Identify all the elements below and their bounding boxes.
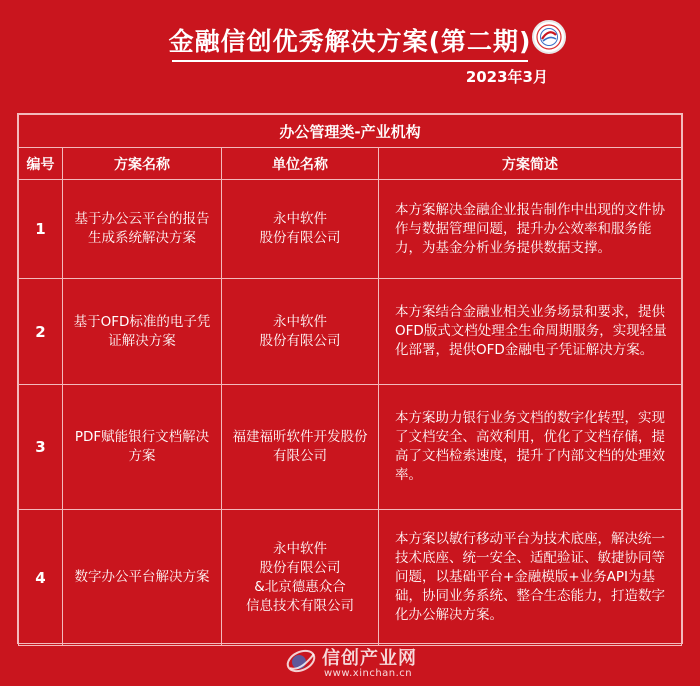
page-title: 金融信创优秀解决方案(第二期) — [168, 27, 532, 56]
solutions-table — [17, 113, 683, 644]
company-line: 福建福昕软件开发股份有限公司 — [232, 429, 368, 464]
solution-name: 基于办公云平台的报告生成系统解决方案 — [63, 180, 222, 279]
category-row — [19, 115, 682, 148]
company-line: 永中软件 — [273, 211, 327, 227]
solution-description: 本方案结合金融业相关业务场景和要求，提供OFD版式文档处理全生命周期服务，实现轻量化部署，提供OFD金融电子凭证解决方案。 — [379, 279, 682, 385]
solution-description: 本方案解决金融企业报告制作中出现的文件协作与数据管理问题，提升办公效率和服务能力，为基金分析业务提供数据支撑。 — [379, 180, 682, 279]
issue-date: 2023年3月 — [465, 68, 548, 86]
row-number: 3 — [19, 385, 63, 510]
column-header-description: 方案简述 — [379, 148, 682, 180]
company-line: 永中软件 — [273, 540, 327, 557]
header — [0, 0, 700, 110]
title-underline — [172, 60, 528, 62]
watermark-logo-icon — [284, 644, 318, 678]
company-name — [222, 180, 379, 279]
table-header-row — [19, 148, 682, 180]
table-row — [19, 180, 682, 279]
company-name — [222, 385, 379, 510]
watermark-name: 信创产业网 — [322, 648, 417, 669]
column-header-company: 单位名称 — [222, 148, 379, 180]
solution-name: 基于OFD标准的电子凭证解决方案 — [63, 279, 222, 385]
solution-description: 本方案以敏行移动平台为技术底座，解决统一技术底座、统一安全、适配验证、敏捷协同等问题，以基础平台+金融模版+业务API为基础，协同业务系统、整合生态能力，打造数字化办公解决方案。 — [379, 510, 682, 646]
solution-description: 本方案助力银行业务文档的数字化转型，实现了文档安全、高效利用，优化了文档存储，提高了文档检索速度，提升了内部文档的处理效率。 — [379, 385, 682, 510]
company-line: 股份有限公司 — [259, 332, 341, 349]
company-name — [222, 279, 379, 385]
watermark — [284, 640, 444, 684]
row-number: 2 — [19, 279, 63, 385]
table-row — [19, 385, 682, 510]
company-line: &北京德惠众合 — [254, 578, 346, 595]
category-title: 办公管理类-产业机构 — [19, 115, 682, 148]
company-line: 股份有限公司 — [259, 230, 341, 246]
company-name — [222, 510, 379, 646]
company-line: 股份有限公司 — [259, 559, 341, 576]
emblem-logo-icon — [532, 20, 566, 54]
table-row — [19, 279, 682, 385]
solution-name: 数字办公平台解决方案 — [63, 510, 222, 646]
row-number: 1 — [19, 180, 63, 279]
row-number: 4 — [19, 510, 63, 646]
watermark-url: www.xinchan.cn — [324, 668, 413, 679]
column-header-solution-name: 方案名称 — [63, 148, 222, 180]
table-row — [19, 510, 682, 646]
company-line: 信息技术有限公司 — [246, 597, 354, 614]
solution-name: PDF赋能银行文档解决方案 — [63, 385, 222, 510]
company-line: 永中软件 — [273, 313, 327, 330]
column-header-number: 编号 — [19, 148, 63, 180]
